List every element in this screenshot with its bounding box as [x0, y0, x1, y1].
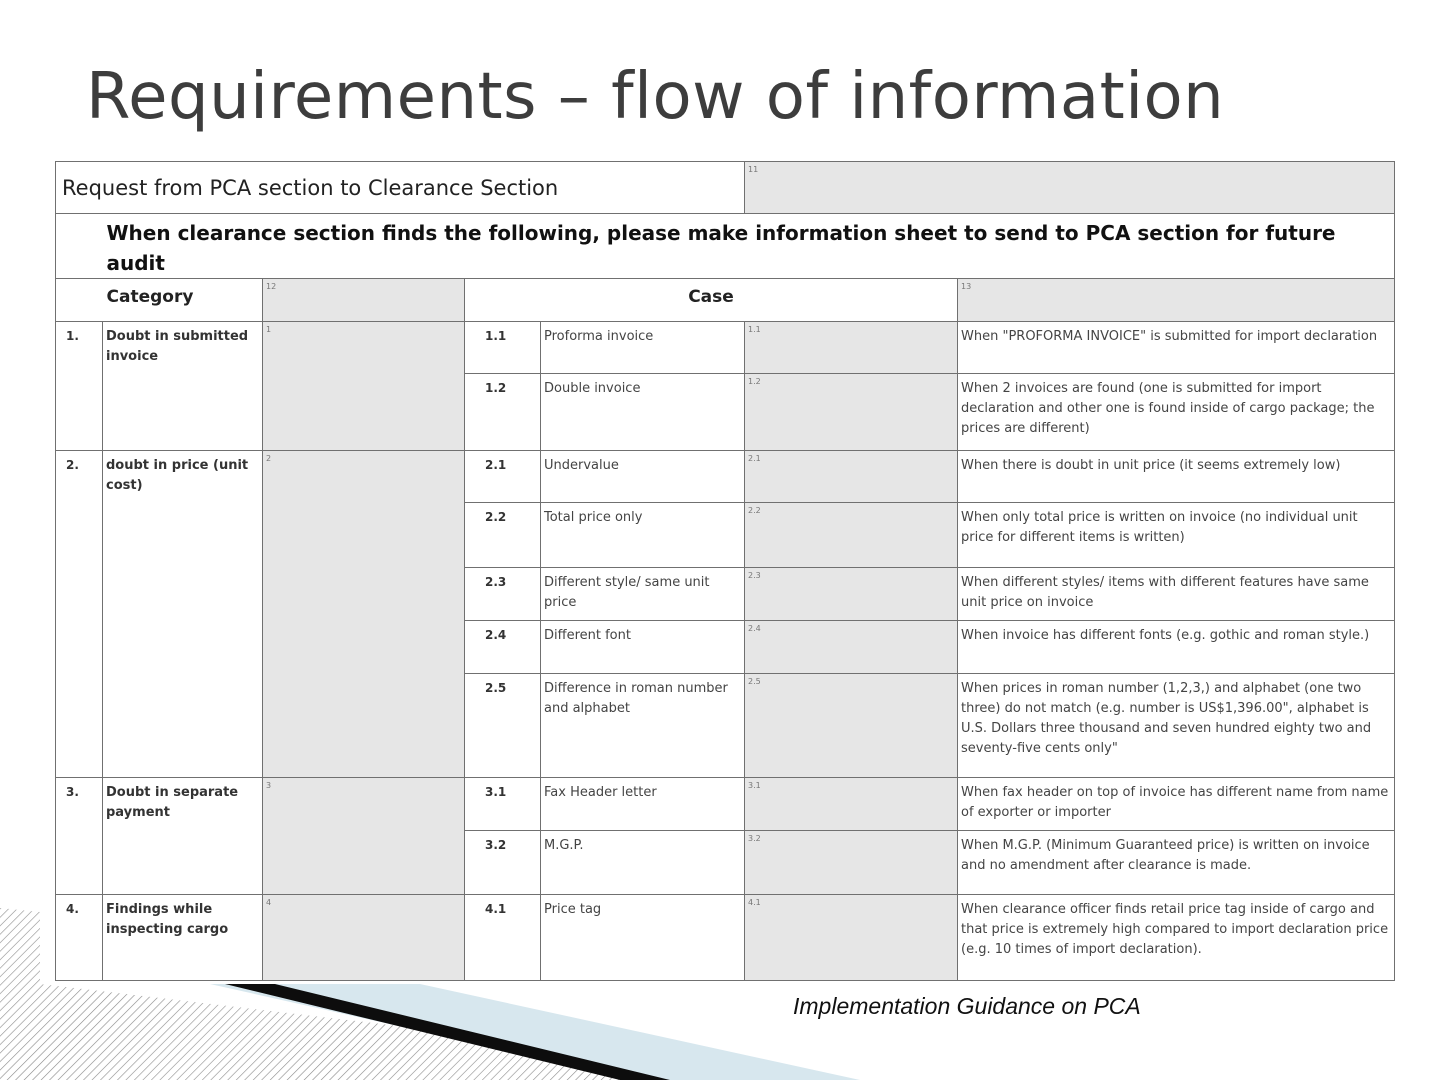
case-description: When clearance officer finds retail price tag inside of cargo and that price is extremely high compared to import declaration price (e.g. 10 times of import declaration). — [958, 895, 1395, 981]
case-description: When "PROFORMA INVOICE" is submitted for import declaration — [958, 322, 1395, 374]
category-ref: 2 — [263, 451, 465, 778]
case-row — [56, 322, 1395, 374]
case-name: Difference in roman number and alphabet — [541, 674, 745, 778]
case-ref: 2.1 — [745, 451, 958, 503]
case-ref: 2.2 — [745, 503, 958, 568]
case-ref: 3.2 — [745, 831, 958, 895]
case-code: 1.1 — [465, 322, 541, 374]
instruction-row — [56, 214, 1395, 279]
case-row — [56, 451, 1395, 503]
case-name: Fax Header letter — [541, 778, 745, 831]
case-ref: 1.1 — [745, 322, 958, 374]
ref-note-13: 13 — [958, 279, 1395, 322]
case-description: When different styles/ items with different features have same unit price on invoice — [958, 568, 1395, 621]
case-code: 2.1 — [465, 451, 541, 503]
slide-caption: Implementation Guidance on PCA — [793, 993, 1141, 1019]
case-code: 3.2 — [465, 831, 541, 895]
case-name: Undervalue — [541, 451, 745, 503]
category-label: Doubt in separate payment — [103, 778, 263, 895]
category-label: doubt in price (unit cost) — [103, 451, 263, 778]
category-ref: 3 — [263, 778, 465, 895]
category-label: Doubt in submitted invoice — [103, 322, 263, 451]
case-code: 3.1 — [465, 778, 541, 831]
case-code: 1.2 — [465, 374, 541, 451]
instruction-spacer — [56, 214, 103, 279]
case-name: Total price only — [541, 503, 745, 568]
case-ref: 2.5 — [745, 674, 958, 778]
category-number: 1. — [56, 322, 103, 451]
category-header: Category — [103, 279, 263, 322]
case-description: When M.G.P. (Minimum Guaranteed price) is written on invoice and no amendment after clearance is made. — [958, 831, 1395, 895]
category-ref: 4 — [263, 895, 465, 981]
case-name: Double invoice — [541, 374, 745, 451]
case-description: When invoice has different fonts (e.g. gothic and roman style.) — [958, 621, 1395, 674]
case-name: Different style/ same unit price — [541, 568, 745, 621]
category-header-spacer — [56, 279, 103, 322]
category-number: 3. — [56, 778, 103, 895]
case-ref: 3.1 — [745, 778, 958, 831]
ref-note-11: 11 — [745, 162, 1395, 214]
category-number: 2. — [56, 451, 103, 778]
case-header: Case — [465, 279, 958, 322]
case-code: 4.1 — [465, 895, 541, 981]
case-ref: 1.2 — [745, 374, 958, 451]
category-ref: 1 — [263, 322, 465, 451]
case-description: When only total price is written on invoice (no individual unit price for different items is written) — [958, 503, 1395, 568]
category-label: Findings while inspecting cargo — [103, 895, 263, 981]
case-code: 2.2 — [465, 503, 541, 568]
category-number: 4. — [56, 895, 103, 981]
case-ref: 2.3 — [745, 568, 958, 621]
case-row — [56, 778, 1395, 831]
case-code: 2.4 — [465, 621, 541, 674]
case-description: When there is doubt in unit price (it seems extremely low) — [958, 451, 1395, 503]
case-ref: 2.4 — [745, 621, 958, 674]
case-name: Different font — [541, 621, 745, 674]
case-name: M.G.P. — [541, 831, 745, 895]
request-header-row — [56, 162, 1395, 214]
slide-title: Requirements – flow of information — [86, 60, 1225, 134]
case-ref: 4.1 — [745, 895, 958, 981]
case-code: 2.5 — [465, 674, 541, 778]
case-description: When 2 invoices are found (one is submitted for import declaration and other one is found inside of cargo package; the prices are different) — [958, 374, 1395, 451]
case-description: When prices in roman number (1,2,3,) and alphabet (one two three) do not match (e.g. number is US$1,396.00", alphabet is U.S. Dollars three thousand and seven hundred eighty two and seventy-five cents only" — [958, 674, 1395, 778]
slide-corner-decoration — [0, 900, 860, 1080]
case-name: Proforma invoice — [541, 322, 745, 374]
case-code: 2.3 — [465, 568, 541, 621]
instruction-text: When clearance section finds the following, please make information sheet to send to PCA section for future audit — [103, 214, 1395, 279]
case-name: Price tag — [541, 895, 745, 981]
column-header-row — [56, 279, 1395, 322]
ref-note-12: 12 — [263, 279, 465, 322]
requirements-table — [55, 161, 1395, 981]
request-title: Request from PCA section to Clearance Section — [56, 162, 745, 214]
case-description: When fax header on top of invoice has different name from name of exporter or importer — [958, 778, 1395, 831]
